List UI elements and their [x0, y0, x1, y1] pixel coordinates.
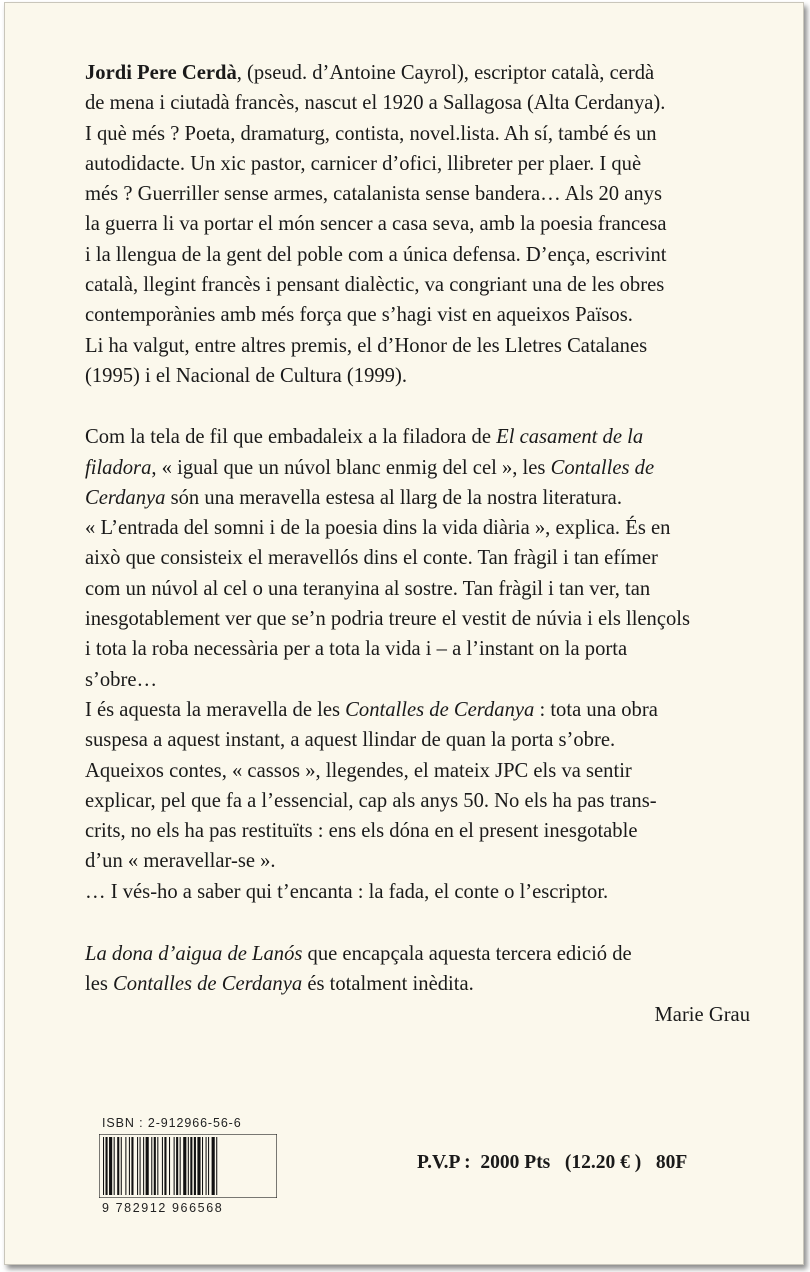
barcode-bar — [140, 1137, 141, 1195]
review-text: Com la tela de fil que embadaleix a la filadora de — [85, 426, 497, 449]
review-line — [85, 453, 750, 483]
edition-text: és totalment inèdita. — [302, 973, 474, 996]
barcode-bar — [129, 1137, 130, 1195]
barcode-bar — [190, 1137, 192, 1195]
barcode-bar — [106, 1137, 108, 1195]
signature: Marie Grau — [654, 1003, 750, 1026]
bio-line: català, llegint francès i pensant dialèctic, va congriant una de les obres — [85, 274, 665, 297]
barcode-bar — [114, 1137, 115, 1195]
barcode-bar — [197, 1137, 200, 1195]
author-name: Jordi Pere Cerdà — [85, 62, 237, 84]
barcode-bar — [125, 1137, 126, 1195]
edition-line — [85, 969, 750, 999]
barcode-bar — [194, 1137, 196, 1195]
price-pts: 2000 Pts — [480, 1152, 551, 1173]
edition-text: que encapçala aquesta tercera edició de — [302, 943, 632, 966]
review-line: suspesa a aquest instant, a aquest llindar de quan la porta s’obre. — [85, 729, 616, 752]
bio-line: Li ha valgut, entre altres premis, el d’Honor de les Lletres Catalanes — [85, 334, 648, 357]
bio-line: de mena i ciutadà francès, nascut el 1920 a Sallagosa (Alta Cerdanya). — [85, 92, 666, 115]
review-line: s’obre… — [85, 668, 158, 691]
bio-line: I què més ? Poeta, dramaturg, contista, novel.lista. Ah sí, també és un — [85, 122, 657, 145]
barcode-icon — [99, 1134, 277, 1198]
barcode-bar — [117, 1137, 119, 1195]
barcode-bar — [157, 1137, 158, 1195]
barcode-bar — [154, 1137, 156, 1195]
review-text: I és aquesta la meravella de les — [85, 698, 346, 721]
bio-line: més ? Guerriller sense armes, catalanista sense bandera… Als 20 anys — [85, 183, 662, 206]
review-line — [85, 422, 750, 452]
barcode-bar — [216, 1137, 217, 1195]
barcode-bar — [176, 1137, 178, 1195]
review-line: inesgotablement ver que se’n podria treure el vestit de núvia i els llençols — [85, 608, 691, 631]
barcode-bar — [137, 1137, 138, 1195]
barcode-bar — [208, 1137, 209, 1195]
bio-line: i la llengua de la gent del poble com a única defensa. D’ença, escrivint — [85, 243, 667, 266]
barcode-bar — [183, 1137, 186, 1195]
review-line — [85, 483, 750, 513]
price-label: P.V.P : — [417, 1152, 471, 1173]
bio-line: autodidacte. Un xic pastor, carnicer d’ofici, llibreter per plaer. I què — [85, 152, 642, 175]
review-line: i tota la roba necessària per a tota la vida i – a l’instant on la porta — [85, 638, 628, 661]
barcode-bar — [151, 1137, 152, 1195]
barcode-bar — [202, 1137, 203, 1195]
barcode-bar — [109, 1137, 112, 1195]
review-line: crits, no els ha pas restituïts : ens els dóna en el present inesgotable — [85, 820, 638, 843]
book-title: Cerdanya — [85, 486, 166, 509]
review-line: Aqueixos contes, « cassos », llegendes, el mateix JPC els va sentir — [85, 759, 632, 782]
barcode-bar — [143, 1137, 144, 1195]
book-title: Contalles de Cerdanya — [345, 698, 535, 721]
review-line: « L’entrada del somni i de la poesia dins la vida diària », explica. És en — [85, 517, 671, 540]
book-title: Contalles de — [550, 456, 655, 479]
back-cover-text — [85, 58, 750, 1030]
paragraph-gap — [85, 391, 750, 422]
bio-line: contemporànies amb més força que s’hagi vist en aqueixos Països. — [85, 304, 633, 327]
bio-first-line-rest: , (pseud. d’Antoine Cayrol), escriptor català, cerdà — [236, 62, 655, 84]
price-francs: 80F — [655, 1152, 688, 1173]
review-text: són una meravella estesa al llarg de la nostra literatura. — [165, 486, 622, 509]
review-line: d’un « meravellar-se ». — [85, 850, 276, 873]
review-line: com un núvol al cel o una teranyina al sostre. Tan fràgil i tan ver, tan — [85, 577, 651, 600]
edition-text: les — [85, 973, 114, 996]
barcode-bar — [206, 1137, 207, 1195]
bio-line: la guerra li va portar el món sencer a casa seva, amb la poesia francesa — [85, 213, 667, 236]
isbn-label: ISBN : 2-912966-56-6 — [102, 1116, 242, 1130]
book-title: Contalles de Cerdanya — [113, 973, 303, 996]
price-line — [417, 1152, 687, 1174]
barcode-bar — [188, 1137, 189, 1195]
review-text: , « igual que un núvol blanc enmig del cel », les — [151, 456, 551, 479]
book-title: El casament de la — [496, 426, 644, 449]
barcode-bar — [162, 1137, 163, 1195]
barcode-bar — [174, 1137, 175, 1195]
book-title: La dona d’aigua de Lanós — [85, 943, 303, 966]
bio-line — [85, 58, 750, 88]
bio-line: (1995) i el Nacional de Cultura (1999). — [85, 364, 407, 387]
barcode-bar — [103, 1137, 104, 1195]
price-euro: (12.20 € ) — [564, 1152, 642, 1173]
barcode-number: 9 782912 966568 — [102, 1201, 224, 1215]
review-line — [85, 695, 750, 725]
barcode-bar — [164, 1137, 166, 1195]
review-line: això que consisteix el meravellós dins el conte. Tan fràgil i tan efímer — [85, 547, 658, 570]
edition-line — [85, 939, 750, 969]
barcode-bar — [169, 1137, 170, 1195]
barcode-bar — [212, 1137, 215, 1195]
barcode-bar — [121, 1137, 122, 1195]
paragraph-gap — [85, 907, 750, 939]
review-line: explicar, pel que fa a l’essencial, cap als anys 50. No els ha pas trans- — [85, 789, 657, 812]
review-line: … I vés-ho a saber qui t’encanta : la fada, el conte o l’escriptor. — [85, 880, 609, 903]
book-title: filadora — [85, 456, 152, 479]
review-text: : tota una obra — [534, 698, 658, 721]
barcode-bar — [131, 1137, 133, 1195]
barcode-bar — [180, 1137, 181, 1195]
barcode-bar — [146, 1137, 149, 1195]
